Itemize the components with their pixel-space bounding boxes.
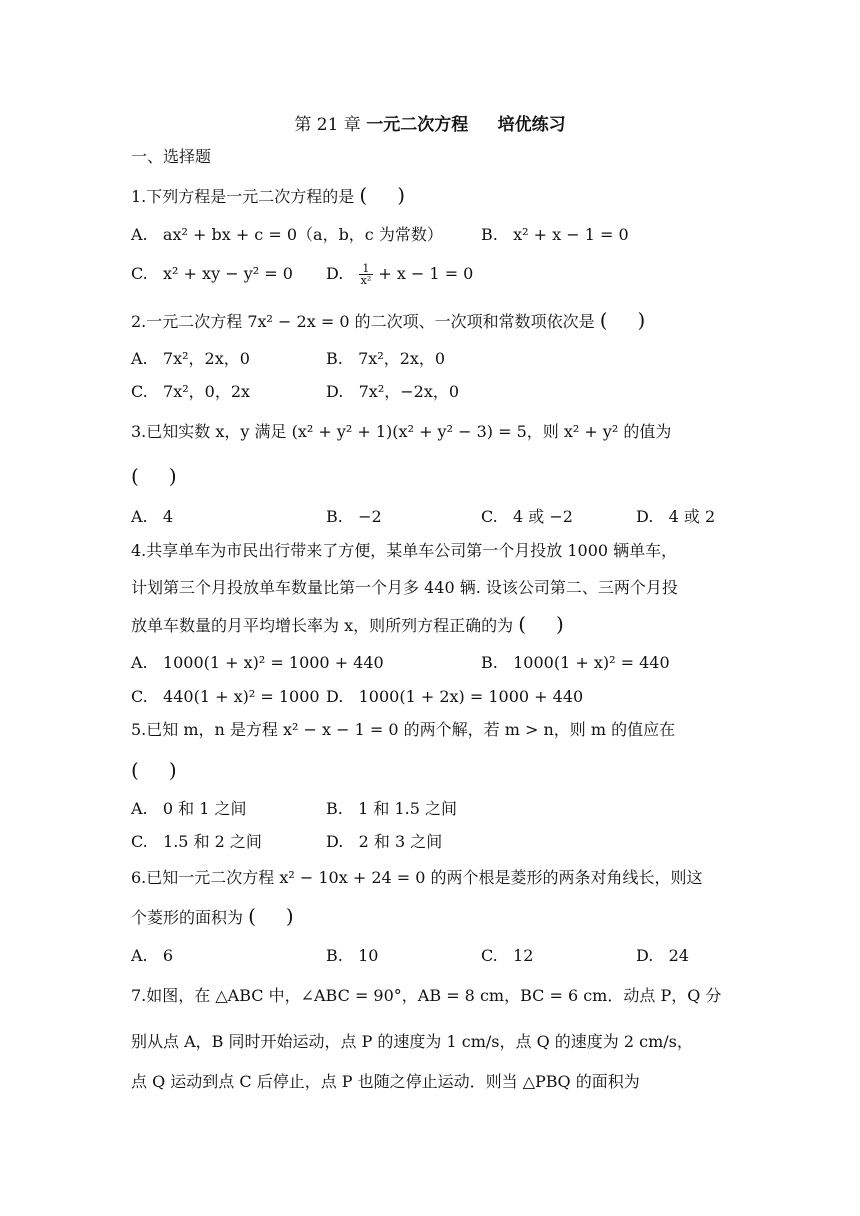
q4-option-c: C. 440(1 + x)² = 1000 <box>131 687 320 706</box>
question-7-line-3: 点 Q 运动到点 C 后停止，点 P 也随之停止运动．则当 △PBQ 的面积为 <box>131 1072 640 1091</box>
q4-option-d: D. 1000(1 + 2x) = 1000 + 440 <box>326 687 584 706</box>
question-6-line-2: 个菱形的面积为 ( ) <box>131 904 294 928</box>
question-6-line-1: 6.已知一元二次方程 x² − 10x + 24 = 0 的两个根是菱形的两条对角线长，则这 <box>131 868 703 887</box>
q6-option-a: A. 6 <box>131 946 174 965</box>
question-4-line-3: 放单车数量的月平均增长率为 x，则所列方程正确的为 ( ) <box>131 612 564 636</box>
q5-option-a: A. 0 和 1 之间 <box>131 799 247 818</box>
q3-option-c: C. 4 或 −2 <box>481 507 573 526</box>
q1-option-b: B. x² + x − 1 = 0 <box>481 225 629 244</box>
q1-option-c-expr: x² + xy − y² = 0 <box>163 264 293 283</box>
q2-option-b: B. 7x²，2x，0 <box>326 349 446 368</box>
question-7-line-2: 别从点 A，B 同时开始运动，点 P 的速度为 1 cm/s，点 Q 的速度为 2 cm/s， <box>131 1032 693 1051</box>
q1-option-c: C. x² + xy − y² = 0 <box>131 264 293 283</box>
q5-option-b: B. 1 和 1.5 之间 <box>326 799 457 818</box>
q1-option-d-expr: + x − 1 = 0 <box>378 264 474 283</box>
q4-option-b: B. 1000(1 + x)² = 440 <box>481 653 670 672</box>
q6-option-b: B. 10 <box>326 946 379 965</box>
chapter-topic: 一元二次方程 <box>366 115 469 135</box>
q6-option-c: C. 12 <box>481 946 534 965</box>
q1-option-a: A. ax² + bx + c = 0（a，b，c 为常数） <box>131 225 443 244</box>
q6-option-d: D. 24 <box>636 946 689 965</box>
question-5-stem: 5.已知 m，n 是方程 x² − x − 1 = 0 的两个解，若 m > n，则 m 的值应在 <box>131 720 676 739</box>
chapter-subtitle: 培优练习 <box>497 115 566 135</box>
answer-paren-close: ) <box>397 183 405 207</box>
question-3-stem: 3.已知实数 x，y 满足 (x² + y² + 1)(x² + y² − 3) = 5，则 x² + y² 的值为 <box>131 422 672 441</box>
q3-option-a: A. 4 <box>131 507 174 526</box>
question-7-line-1: 7.如图，在 △ABC 中，∠ABC = 90°，AB = 8 cm，BC = 6 cm．动点 P，Q 分 <box>131 986 722 1005</box>
q2-option-c: C. 7x²，0，2x <box>131 382 251 401</box>
section-heading: 一、选择题 <box>131 147 212 166</box>
q3-option-b: B. −2 <box>326 507 382 526</box>
q2-option-a: A. 7x²，2x，0 <box>131 349 250 368</box>
q5-option-c: C. 1.5 和 2 之间 <box>131 832 262 851</box>
q4-option-a: A. 1000(1 + x)² = 1000 + 440 <box>131 653 384 672</box>
question-2-text: 2.一元二次方程 7x² − 2x = 0 的二次项、一次项和常数项依次是 <box>131 312 595 331</box>
question-1-stem <box>131 183 405 209</box>
q3-option-d: D. 4 或 2 <box>636 507 716 526</box>
q5-option-d: D. 2 和 3 之间 <box>326 832 443 851</box>
question-5-paren: ( ) <box>131 758 177 782</box>
q1-option-b-expr: x² + x − 1 = 0 <box>513 225 629 244</box>
q2-option-d: D. 7x²，−2x，0 <box>326 382 460 401</box>
question-1-text: 1.下列方程是一元二次方程的是 <box>131 187 355 206</box>
question-4-line-2: 计划第三个月投放单车数量比第一个月多 440 辆. 设该公司第二、三两个月投 <box>131 578 678 597</box>
question-2-stem: 2.一元二次方程 7x² − 2x = 0 的二次项、一次项和常数项依次是 ( ) <box>131 308 646 332</box>
q1-option-d-fraction: $\frac{1}{\text{x²}}$ <box>360 262 372 287</box>
q1-option-a-expr: ax² + bx + c = 0（a，b，c 为常数） <box>162 225 443 244</box>
page-title <box>0 110 860 135</box>
question-4-line-1: 4.共享单车为市民出行带来了方便，某单车公司第一个月投放 1000 辆单车， <box>131 541 678 560</box>
answer-paren-open: ( <box>359 183 368 207</box>
chapter-number: 第 21 章 <box>294 115 361 135</box>
question-3-paren: ( ) <box>131 464 177 488</box>
q1-option-d: D. $\frac{1}{\text{x²}}$ + x − 1 = 0 <box>326 262 474 287</box>
